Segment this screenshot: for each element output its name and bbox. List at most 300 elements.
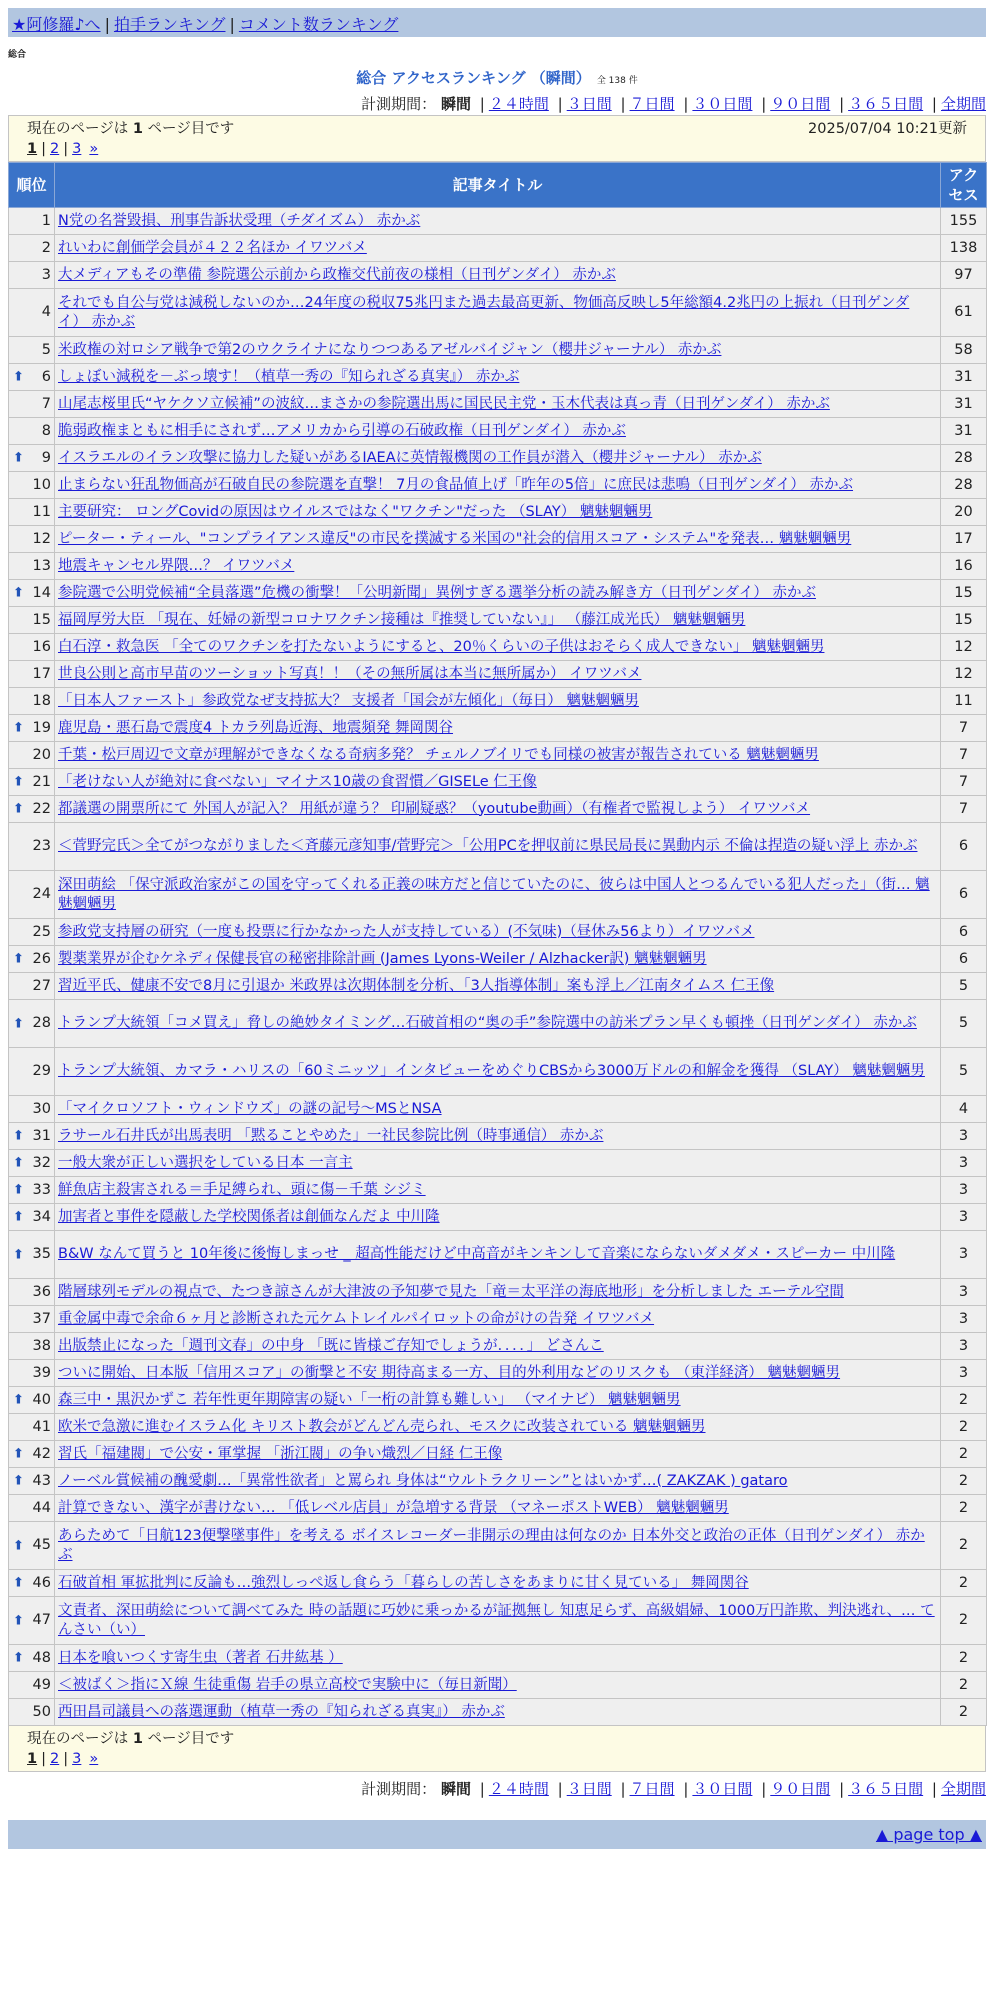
page-link-2[interactable]: 2: [49, 141, 60, 157]
title-cell: [55, 364, 941, 391]
period-link-24h-bottom[interactable]: ２４時間: [488, 1780, 549, 1798]
page-title: 総合 アクセスランキング （瞬間）: [356, 69, 591, 87]
title-cell: [55, 1387, 941, 1414]
rank-cell: [9, 445, 55, 472]
pager-bottom: 現在のページは 1 ページ目です 1 | 2 | 3 »: [8, 1726, 986, 1772]
title-cell: [55, 580, 941, 607]
title-cell: [55, 1096, 941, 1123]
period-link-all-bottom[interactable]: 全期間: [940, 1780, 986, 1798]
article-link[interactable]: 習近平氏、健康不安で8月に引退か 米政界は次期体制を分析、「3人指導体制」案も浮上／江南タイムス 仁王像: [58, 977, 775, 994]
access-count: 17: [941, 526, 987, 553]
rank-cell: [9, 262, 55, 289]
rank-number: 48: [32, 1649, 51, 1666]
article-link[interactable]: あらためて「日航123便撃墜事件」を考える ボイスレコーダー非開示の理由は何なのか 日本外交と政治の正体（日刊ゲンダイ） 赤かぶ: [58, 1527, 925, 1563]
article-link[interactable]: 森三中・黒沢かずこ 若年性更年期障害の疑い「一桁の計算も難しい」 （マイナビ） 魑魅魍魎男: [58, 1391, 681, 1408]
access-count: 3: [941, 1360, 987, 1387]
article-link[interactable]: 石破首相 軍拡批判に反論も…強烈しっぺ返し食らう「暮らしの苦しさをあまりに甘く見ている」 舞岡関谷: [58, 1574, 749, 1591]
access-count: 3: [941, 1123, 987, 1150]
table-row: [9, 391, 987, 418]
page-link-2-bottom[interactable]: 2: [49, 1751, 60, 1767]
rank-number: 3: [41, 266, 51, 283]
updated-timestamp: 2025/07/04 10:21更新: [808, 121, 967, 137]
rank-number: 28: [32, 1015, 51, 1031]
title-cell: [55, 769, 941, 796]
up-arrow-icon: ⬆: [13, 1575, 24, 1591]
rank-cell: [9, 1279, 55, 1306]
access-count: 6: [941, 946, 987, 973]
article-link[interactable]: 鹿児島・悪石島で震度4 トカラ列島近海、地震頻発 舞岡関谷: [58, 719, 454, 736]
article-link[interactable]: 計算できない、漢字が書けない… 「低レベル店員」が急増する背景 （マネーポストWEB） 魑魅魍魎男: [58, 1499, 729, 1516]
access-count: 2: [941, 1522, 987, 1570]
table-row: [9, 1096, 987, 1123]
up-arrow-icon: ⬆: [13, 1155, 24, 1171]
up-arrow-icon: ⬆: [13, 1613, 24, 1628]
up-arrow-icon: ⬆: [13, 1247, 24, 1262]
rank-cell: [9, 1414, 55, 1441]
table-row: [9, 1414, 987, 1441]
nav-separator: |: [229, 15, 235, 34]
rank-number: 4: [41, 304, 51, 320]
page-link-1: 1: [27, 141, 38, 157]
page-next-link-bottom[interactable]: »: [89, 1751, 99, 1767]
article-link[interactable]: 山尾志桜里氏“ヤケクソ立候補”の波紋…まさかの参院選出馬に国民民主党・玉木代表は真っ青（日刊ゲンダイ） 赤かぶ: [58, 395, 830, 412]
rank-cell: [9, 1177, 55, 1204]
title-cell: [55, 688, 941, 715]
rank-number: 23: [32, 838, 51, 854]
rank-number: 36: [32, 1283, 51, 1300]
article-link[interactable]: ついに開始、日本版「信用スコア」の衝撃と不安 期待高まる一方、目的外利用などのリスクも （東洋経済） 魑魅魍魎男: [58, 1364, 841, 1381]
access-count: 3: [941, 1177, 987, 1204]
title-cell: [55, 742, 941, 769]
period-label: 計測期間：: [361, 95, 437, 113]
title-cell: [55, 1048, 941, 1096]
up-arrow-icon: ⬆: [13, 951, 24, 967]
rank-cell: [9, 946, 55, 973]
article-link[interactable]: 白石淳・救急医 「全てのワクチンを打たないようにすると、20％くらいの子供はおそらく成人できない」 魑魅魍魎男: [58, 638, 825, 655]
page-link-1-bottom: 1: [27, 1751, 38, 1767]
access-count: 97: [941, 262, 987, 289]
period-link-7d-bottom[interactable]: ７日間: [629, 1780, 675, 1798]
article-link[interactable]: ノーベル賞候補の醜愛劇…「異常性欲者」と罵られ 身体は“ウルトラクリーン”とはいかず…( ZAKZAK ) gataro: [58, 1472, 788, 1489]
table-row: [9, 1150, 987, 1177]
table-row: [9, 823, 987, 871]
article-link[interactable]: 都議選の開票所にて 外国人が記入？ 用紙が違う？ 印刷疑惑？（youtube動画）（有権者で監視しよう） イワツバメ: [58, 800, 811, 817]
rank-number: 30: [32, 1100, 51, 1117]
article-link[interactable]: 一般大衆が正しい選択をしている日本 一言主: [58, 1154, 353, 1171]
rank-cell: [9, 1096, 55, 1123]
article-link[interactable]: 「マイクロソフト・ウィンドウズ」の謎の記号～MSとNSA: [58, 1100, 442, 1117]
article-link[interactable]: れいわに創価学会員が４２２名ほか イワツバメ: [58, 239, 367, 256]
comment-ranking-link[interactable]: コメント数ランキング: [238, 15, 399, 34]
rank-number: 19: [32, 719, 51, 736]
access-count: 20: [941, 499, 987, 526]
article-link[interactable]: しょぼい減税を－ぶっ壊す！（植草一秀の『知られざる真実』） 赤かぶ: [58, 368, 520, 385]
home-link[interactable]: ★阿修羅♪へ: [12, 15, 101, 34]
table-row: [9, 337, 987, 364]
article-link[interactable]: 文責者、深田萌絵について調べてみた 時の話題に巧妙に乗っかるが証拠無し 知恵足らず、高級娼婦、1000万円詐欺、判決逃れ、… てんさい（い）: [58, 1602, 935, 1638]
title-cell: [55, 553, 941, 580]
table-row: [9, 715, 987, 742]
top-nav-bar: [8, 8, 986, 37]
article-link[interactable]: 階層球列モデルの視点で、たつき諒さんが大津波の予知夢で見た「竜＝太平洋の海底地形」を分析しました エーテル空間: [58, 1283, 844, 1300]
rank-number: 49: [32, 1676, 51, 1693]
article-link[interactable]: 福岡厚労大臣 「現在、妊婦の新型コロナワクチン接種は『推奨していない』」 （藤江成光氏） 魑魅魍魎男: [58, 611, 746, 628]
rank-cell: [9, 1522, 55, 1570]
access-count: 2: [941, 1645, 987, 1672]
article-link[interactable]: ピーター・ティール、"コンプライアンス違反"の市民を撲滅する米国の"社会的信用スコア・システム"を発表… 魑魅魍魎男: [58, 530, 852, 547]
rank-number: 14: [32, 584, 51, 601]
rank-cell: [9, 391, 55, 418]
table-row: [9, 1231, 987, 1279]
title-cell: [55, 1597, 941, 1645]
article-link[interactable]: ＜被ばく＞指にＸ線 生徒重傷 岩手の県立高校で実験中に（毎日新聞）: [58, 1676, 517, 1693]
rank-cell: [9, 208, 55, 235]
title-cell: [55, 607, 941, 634]
rank-cell: [9, 1048, 55, 1096]
rank-cell: [9, 289, 55, 337]
rank-cell: [9, 688, 55, 715]
table-row: [9, 1333, 987, 1360]
table-row: [9, 742, 987, 769]
article-link[interactable]: 主要研究： ロングCovidの原因はウイルスではなく"ワクチン"だった （SLAY） 魑魅魍魎男: [58, 503, 653, 520]
current-page-text: 現在のページは 1 ページ目です: [27, 121, 235, 137]
article-link[interactable]: トランプ大統領「コメ買え」脅しの絶妙タイミング…石破首相の“奥の手”参院選中の訪米プラン早くも頓挫（日刊ゲンダイ） 赤かぶ: [58, 1015, 917, 1031]
period-selector-bottom: 計測期間： 瞬間 | ２４時間 | ３日間 | ７日間 | ３０日間 | ９０日間 | ３６５日間 | 全期間: [361, 1780, 986, 1798]
page-link-3[interactable]: 3: [72, 141, 82, 157]
rank-number: 42: [32, 1445, 51, 1462]
table-row: [9, 688, 987, 715]
article-link[interactable]: 出版禁止になった「週刊文春」の中身 「既に皆様ご存知でしょうが．．．．」 どさんこ: [58, 1337, 604, 1354]
table-row: [9, 1522, 987, 1570]
article-link[interactable]: 加害者と事件を隠蔽した学校関係者は創価なんだよ 中川隆: [58, 1208, 440, 1225]
article-link[interactable]: ＜菅野完氏＞全てがつながりました＜斉藤元彦知事/菅野完＞「公用PCを押収前に県民局長に異動内示 不倫は捏造の疑い浮上 赤かぶ: [58, 838, 918, 854]
title-cell: [55, 796, 941, 823]
up-arrow-icon: ⬆: [13, 720, 24, 736]
table-row: [9, 580, 987, 607]
rank-cell: [9, 607, 55, 634]
rank-cell: [9, 1387, 55, 1414]
title-cell: [55, 1000, 941, 1048]
rank-number: 13: [32, 557, 51, 574]
title-cell: [55, 634, 941, 661]
rank-number: 7: [41, 395, 51, 412]
rank-cell: [9, 1000, 55, 1048]
article-link[interactable]: 西田昌司議員への落選運動（植草一秀の『知られざる真実』） 赤かぶ: [58, 1703, 505, 1720]
table-row: [9, 1645, 987, 1672]
article-link[interactable]: 参政党支持層の研究（一度も投票に行かなかった人が支持している）(不気味)（昼休み56より）イワツバメ: [58, 923, 755, 940]
up-arrow-icon: ⬆: [13, 450, 24, 466]
access-count: 7: [941, 796, 987, 823]
access-count: 2: [941, 1597, 987, 1645]
period-link-7d[interactable]: ７日間: [629, 95, 675, 113]
bottom-bar: [8, 1820, 986, 1849]
rank-number: 46: [32, 1574, 51, 1591]
title-cell: [55, 472, 941, 499]
rank-number: 5: [41, 341, 51, 358]
rank-number: 22: [32, 800, 51, 817]
access-count: 7: [941, 742, 987, 769]
title-cell: [55, 1177, 941, 1204]
article-link[interactable]: 習氏「福建閥」で公安・軍掌握 「浙江閥」の争い熾烈／日経 仁王像: [58, 1445, 503, 1462]
article-link[interactable]: 「老けない人が絶対に食べない」マイナス10歳の食習慣／GISELe 仁王像: [58, 773, 537, 790]
rank-number: 16: [32, 638, 51, 655]
rank-cell: [9, 661, 55, 688]
rank-number: 6: [41, 368, 51, 385]
rank-number: 9: [41, 449, 51, 466]
table-row: [9, 418, 987, 445]
table-row: [9, 661, 987, 688]
table-row: [9, 1279, 987, 1306]
access-count: 3: [941, 1279, 987, 1306]
article-link[interactable]: 鮮魚店主殺害される＝手足縛られ、頭に傷－千葉 シジミ: [58, 1181, 426, 1198]
page-top-link[interactable]: ▲ page top ▲: [875, 1825, 982, 1844]
title-cell: [55, 1123, 941, 1150]
table-row: [9, 208, 987, 235]
header-title: 記事タイトル: [55, 163, 941, 208]
period-selector-top: 計測期間： 瞬間 | ２４時間 | ３日間 | ７日間 | ３０日間 | ９０日間 | ３６５日間 | 全期間: [361, 95, 986, 113]
article-link[interactable]: 脆弱政権まともに相手にされず…アメリカから引導の石破政権（日刊ゲンダイ） 赤かぶ: [58, 422, 626, 439]
rank-cell: [9, 1570, 55, 1597]
nav-separator: |: [104, 15, 110, 34]
page-next-link[interactable]: »: [89, 141, 99, 157]
rank-cell: [9, 823, 55, 871]
up-arrow-icon: ⬆: [13, 1446, 24, 1462]
rank-number: 31: [32, 1127, 51, 1144]
table-row: [9, 1048, 987, 1096]
access-count: 2: [941, 1570, 987, 1597]
access-count: 5: [941, 1000, 987, 1048]
table-row: [9, 1204, 987, 1231]
title-cell: [55, 1699, 941, 1726]
title-cell: [55, 208, 941, 235]
title-cell: [55, 1570, 941, 1597]
table-row: [9, 1177, 987, 1204]
rank-cell: [9, 634, 55, 661]
rank-number: 24: [32, 886, 51, 902]
access-count: 31: [941, 364, 987, 391]
rank-number: 34: [32, 1208, 51, 1225]
rank-cell: [9, 580, 55, 607]
title-cell: [55, 919, 941, 946]
period-label-bottom: 計測期間：: [361, 1780, 437, 1798]
access-count: 2: [941, 1414, 987, 1441]
table-row: [9, 1387, 987, 1414]
title-cell: [55, 337, 941, 364]
rank-number: 26: [32, 950, 51, 967]
clap-ranking-link[interactable]: 拍手ランキング: [113, 15, 226, 34]
article-link[interactable]: N党の名誉毀損、刑事告訴状受理（チダイズム） 赤かぶ: [58, 212, 421, 229]
up-arrow-icon: ⬆: [13, 1538, 24, 1553]
article-link[interactable]: 参院選で公明党候補“全員落選”危機の衝撃！「公明新聞」異例すぎる選挙分析の読み解き方（日刊ゲンダイ） 赤かぶ: [58, 584, 816, 601]
rank-cell: [9, 871, 55, 919]
title-cell: [55, 418, 941, 445]
rank-cell: [9, 1204, 55, 1231]
rank-cell: [9, 337, 55, 364]
article-link[interactable]: 日本を喰いつくす寄生虫（著者 石井紘基 ）: [58, 1649, 343, 1666]
rank-number: 50: [32, 1703, 51, 1720]
ranking-table: [8, 162, 987, 1726]
table-row: [9, 289, 987, 337]
article-link[interactable]: 重金属中毒で余命６ヶ月と診断された元ケムトレイルパイロットの命がけの告発 イワツバメ: [58, 1310, 655, 1327]
rank-number: 43: [32, 1472, 51, 1489]
article-link[interactable]: 製薬業界が企むケネディ保健長官の秘密排除計画 (James Lyons-Weiler / Alzhacker訳) 魑魅魍魎男: [58, 950, 707, 967]
title-cell: [55, 1150, 941, 1177]
table-row: [9, 499, 987, 526]
title-cell: [55, 1441, 941, 1468]
access-count: 6: [941, 823, 987, 871]
period-link-all[interactable]: 全期間: [940, 95, 986, 113]
access-count: 3: [941, 1150, 987, 1177]
rank-number: 40: [32, 1391, 51, 1408]
rank-number: 10: [32, 476, 51, 493]
table-row: [9, 1123, 987, 1150]
access-count: 138: [941, 235, 987, 262]
table-row: [9, 1441, 987, 1468]
article-link[interactable]: 大メディアもその準備 参院選公示前から政権交代前夜の様相（日刊ゲンダイ） 赤かぶ: [58, 266, 616, 283]
table-row: [9, 1597, 987, 1645]
article-link[interactable]: イスラエルのイラン攻撃に協力した疑いがあるIAEAに英情報機関の工作員が潜入（櫻井ジャーナル） 赤かぶ: [58, 449, 762, 466]
header-rank: 順位: [9, 163, 55, 208]
current-page-text-bottom: 現在のページは 1 ページ目です: [27, 1731, 235, 1747]
article-link[interactable]: B&W なんて買うと 10年後に後悔しまっせ _ 超高性能だけど中高音がキンキンして音楽にならないダメダメ・スピーカー 中川隆: [58, 1246, 896, 1262]
rank-number: 1: [41, 212, 51, 229]
access-count: 3: [941, 1231, 987, 1279]
rank-number: 21: [32, 773, 51, 790]
rank-cell: [9, 1645, 55, 1672]
rank-cell: [9, 553, 55, 580]
table-row: [9, 1699, 987, 1726]
article-link[interactable]: 止まらない狂乱物価高が石破自民の参院選を直撃！ 7月の食品値上げ「昨年の5倍」に庶民は悲鳴（日刊ゲンダイ） 赤かぶ: [58, 476, 854, 493]
period-link-365d[interactable]: ３６５日間: [848, 95, 924, 113]
title-cell: [55, 1468, 941, 1495]
up-arrow-icon: ⬆: [13, 1650, 24, 1666]
page-link-3-bottom[interactable]: 3: [72, 1751, 82, 1767]
header-access: アクセス: [941, 163, 987, 208]
up-arrow-icon: ⬆: [13, 1016, 24, 1031]
rank-number: 17: [32, 665, 51, 682]
article-link[interactable]: 欧米で急激に進むイスラム化 キリスト教会がどんどん売られ、モスクに改装されている 魑魅魍魎男: [58, 1418, 706, 1435]
rank-cell: [9, 1333, 55, 1360]
table-row: [9, 1306, 987, 1333]
total-count: 全 138 件: [596, 76, 638, 86]
period-link-90d[interactable]: ９０日間: [770, 95, 831, 113]
rank-number: 27: [32, 977, 51, 994]
title-cell: [55, 499, 941, 526]
rank-number: 35: [32, 1246, 51, 1262]
period-link-90d-bottom[interactable]: ９０日間: [770, 1780, 831, 1798]
table-row: [9, 796, 987, 823]
title-cell: [55, 1645, 941, 1672]
up-arrow-icon: ⬆: [13, 1182, 24, 1198]
title-cell: [55, 715, 941, 742]
article-link[interactable]: ラサール石井氏が出馬表明 「黙ることやめた」一社民参院比例（時事通信） 赤かぶ: [58, 1127, 604, 1144]
period-link-3d-bottom[interactable]: ３日間: [566, 1780, 612, 1798]
period-current: 瞬間: [440, 95, 471, 113]
table-row: [9, 262, 987, 289]
rank-cell: [9, 1597, 55, 1645]
title-cell: [55, 391, 941, 418]
up-arrow-icon: ⬆: [13, 585, 24, 601]
title-cell: [55, 1279, 941, 1306]
rank-number: 15: [32, 611, 51, 628]
access-count: 2: [941, 1387, 987, 1414]
period-link-24h[interactable]: ２４時間: [488, 95, 549, 113]
title-cell: [55, 1360, 941, 1387]
rank-cell: [9, 1150, 55, 1177]
section-label: 総合: [8, 50, 27, 60]
rank-number: 11: [32, 503, 51, 520]
rank-cell: [9, 796, 55, 823]
up-arrow-icon: ⬆: [13, 1392, 24, 1408]
title-cell: [55, 445, 941, 472]
period-link-30d[interactable]: ３０日間: [692, 95, 753, 113]
period-link-30d-bottom[interactable]: ３０日間: [692, 1780, 753, 1798]
access-count: 15: [941, 580, 987, 607]
article-link[interactable]: 米政権の対ロシア戦争で第2のウクライナになりつつあるアゼルバイジャン（櫻井ジャーナル） 赤かぶ: [58, 341, 722, 358]
rank-cell: [9, 769, 55, 796]
access-count: 3: [941, 1204, 987, 1231]
rank-number: 8: [41, 422, 51, 439]
pager-top: 現在のページは 1 ページ目です 2025/07/04 10:21更新 1 | 2 | 3 »: [8, 115, 986, 162]
title-cell: [55, 1672, 941, 1699]
rank-number: 44: [32, 1499, 51, 1516]
access-count: 15: [941, 607, 987, 634]
title-cell: [55, 661, 941, 688]
access-count: 155: [941, 208, 987, 235]
article-link[interactable]: 千葉・松戸周辺で文章が理解ができなくなる奇病多発？ チェルノブイリでも同様の被害が報告されている 魑魅魍魎男: [58, 746, 819, 763]
access-count: 2: [941, 1468, 987, 1495]
period-link-365d-bottom[interactable]: ３６５日間: [848, 1780, 924, 1798]
article-link[interactable]: 世良公則と高市早苗のツーショット写真！！（その無所属は本当に無所属か） イワツバメ: [58, 665, 642, 682]
access-count: 2: [941, 1672, 987, 1699]
access-count: 3: [941, 1306, 987, 1333]
title-cell: [55, 1306, 941, 1333]
access-count: 5: [941, 973, 987, 1000]
rank-cell: [9, 1495, 55, 1522]
access-count: 2: [941, 1495, 987, 1522]
article-link[interactable]: トランプ大統領、カマラ・ハリスの「60ミニッツ」インタビューをめぐりCBSから3000万ドルの和解金を獲得 （SLAY） 魑魅魍魎男: [58, 1063, 925, 1079]
rank-cell: [9, 715, 55, 742]
table-row: [9, 235, 987, 262]
access-count: 11: [941, 688, 987, 715]
access-count: 7: [941, 769, 987, 796]
rank-number: 20: [32, 746, 51, 763]
article-link[interactable]: 深田萌絵 「保守派政治家がこの国を守ってくれる正義の味方だと信じていたのに、彼らは中国人とつるんでいる犯人だった」（街… 魑魅魍魎男: [58, 876, 930, 912]
rank-cell: [9, 499, 55, 526]
article-link[interactable]: 「日本人ファースト」参政党なぜ支持拡大？ 支援者「国会が左傾化」（毎日） 魑魅魍魎男: [58, 692, 639, 709]
table-row: [9, 1672, 987, 1699]
article-link[interactable]: 地震キャンセル界隈…？ イワツバメ: [58, 557, 295, 574]
article-link[interactable]: それでも自公与党は減税しないのか…24年度の税収75兆円また過去最高更新、物価高反映し5年総額4.2兆円の上振れ（日刊ゲンダイ） 赤かぶ: [58, 294, 910, 330]
access-count: 3: [941, 1333, 987, 1360]
rank-cell: [9, 919, 55, 946]
table-row: [9, 472, 987, 499]
period-link-3d[interactable]: ３日間: [566, 95, 612, 113]
rank-cell: [9, 364, 55, 391]
up-arrow-icon: ⬆: [13, 1128, 24, 1144]
table-row: [9, 769, 987, 796]
table-row: [9, 1495, 987, 1522]
access-count: 4: [941, 1096, 987, 1123]
table-row: [9, 871, 987, 919]
title-cell: [55, 1495, 941, 1522]
title-cell: [55, 1204, 941, 1231]
table-row: [9, 364, 987, 391]
access-count: 5: [941, 1048, 987, 1096]
access-count: 28: [941, 445, 987, 472]
table-row: [9, 1000, 987, 1048]
rank-number: 39: [32, 1364, 51, 1381]
